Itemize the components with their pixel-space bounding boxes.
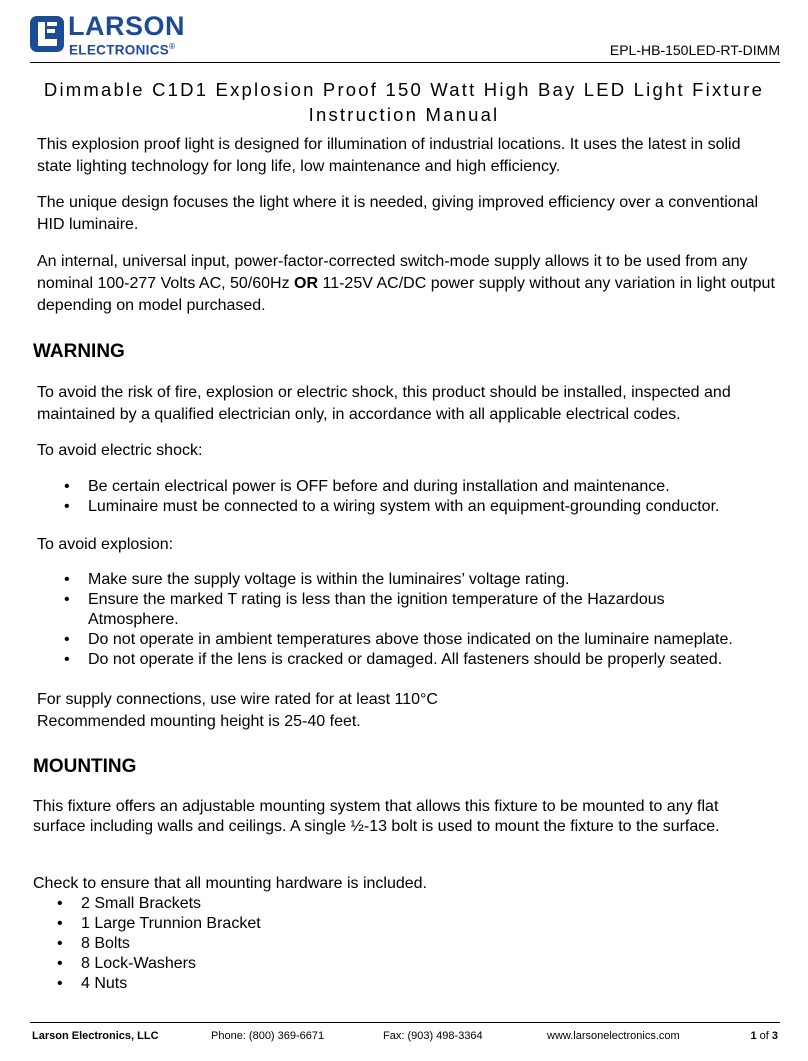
intro-paragraph-3-part-a: An internal, universal input, power-factor-corrected switch-mode supply allows it to be used from any nominal 100-277 Volts AC, 50/60Hz: [37, 253, 748, 292]
logo-wordmark-electronics: [69, 39, 175, 59]
page-separator: of: [756, 1030, 772, 1042]
list-item: [57, 914, 768, 934]
title-line-1: Dimmable C1D1 Explosion Proof 150 Watt High Bay LED Light Fixture: [43, 79, 765, 100]
footer-fax: Fax: (903) 498-3364: [383, 1030, 483, 1042]
bullet-icon: •: [64, 591, 70, 608]
shock-list: [64, 477, 768, 517]
footer-divider: [30, 1022, 780, 1023]
mounting-heading: MOUNTING: [33, 756, 137, 777]
intro-paragraph-2: The unique design focuses the light where it is needed, giving improved efficiency over a conventional HID luminaire.: [37, 194, 759, 233]
registered-mark: ®: [169, 42, 176, 51]
list-item-text: Be certain electrical power is OFF before and during installation and maintenance.: [88, 478, 670, 495]
list-item-text: 1 Large Trunnion Bracket: [81, 915, 261, 932]
list-item-text: Ensure the marked T rating is less than the ignition temperature of the Hazardous Atmosphere.: [88, 591, 665, 628]
bullet-icon: •: [57, 915, 63, 932]
list-item: [64, 497, 768, 517]
hardware-list: [57, 894, 768, 994]
footer-phone: Phone: (800) 369-6671: [211, 1030, 325, 1042]
list-item-text: Luminaire must be connected to a wiring system with an equipment-grounding conductor.: [88, 498, 720, 515]
hardware-check-label: Check to ensure that all mounting hardware is included.: [33, 875, 427, 892]
header-divider: [30, 62, 780, 63]
document-title: [20, 77, 788, 127]
page-current: 1: [750, 1030, 757, 1042]
intro-paragraph-1: This explosion proof light is designed for illumination of industrial locations. It uses the latest in solid state lighting technology for long life, low maintenance and high efficiency.: [37, 136, 741, 175]
bullet-icon: •: [64, 631, 70, 648]
explosion-list: [64, 570, 733, 670]
bullet-icon: •: [64, 478, 70, 495]
larson-logo-mark-icon: [30, 16, 64, 52]
list-item: [64, 650, 723, 670]
list-item: [57, 934, 768, 954]
logo-wordmark-larson: LARSON: [68, 11, 185, 41]
list-item: [64, 590, 708, 630]
page-total: 3: [771, 1030, 778, 1042]
supply-note: For supply connections, use wire rated for at least 110°C: [37, 691, 438, 708]
bullet-icon: •: [64, 571, 70, 588]
list-item: [64, 477, 768, 497]
logo-electronics-text: ELECTRONICS: [69, 42, 170, 58]
bullet-icon: •: [57, 955, 63, 972]
list-item-text: 2 Small Brackets: [81, 895, 202, 912]
list-item: [57, 954, 768, 974]
footer-company: Larson Electronics, LLC: [32, 1030, 159, 1042]
bullet-icon: •: [64, 498, 70, 515]
bullet-icon: •: [57, 935, 63, 952]
list-item-text: Do not operate in ambient temperatures above those indicated on the luminaire nameplate.: [88, 631, 733, 648]
warning-paragraph: To avoid the risk of fire, explosion or electric shock, this product should be installed, inspected and maintained by a qualified electrician only, in accordance with all applicable electrical codes.: [37, 384, 731, 423]
mounting-paragraph: This fixture offers an adjustable mounting system that allows this fixture to be mounted to any flat surface including walls and ceilings. A single ½-13 bolt is used to mount the fixture to the surface.: [33, 798, 720, 835]
document-code: EPL-HB-150LED-RT-DIMM: [609, 42, 780, 58]
list-item: [57, 894, 768, 914]
intro-paragraph-3-bold: OR: [294, 275, 319, 292]
intro-paragraph-3-part-b: 11-25V AC/DC power supply without any variation in light output depending on model purchased.: [37, 275, 775, 314]
shock-label: To avoid electric shock:: [37, 442, 203, 459]
height-note: Recommended mounting height is 25-40 feet.: [37, 713, 361, 730]
bullet-icon: •: [57, 895, 63, 912]
list-item-text: 8 Bolts: [81, 935, 130, 952]
larson-logo: [30, 11, 200, 58]
explosion-label: To avoid explosion:: [37, 536, 174, 553]
footer-page-number: [750, 1029, 778, 1043]
bullet-icon: •: [57, 975, 63, 992]
list-item-text: 8 Lock-Washers: [81, 955, 196, 972]
list-item-text: Make sure the supply voltage is within the luminaires’ voltage rating.: [88, 571, 570, 588]
footer-website[interactable]: www.larsonelectronics.com: [547, 1030, 680, 1042]
list-item-text: 4 Nuts: [81, 975, 128, 992]
list-item-text: Do not operate if the lens is cracked or damaged. All fasteners should be properly seated.: [88, 651, 723, 668]
title-line-2: Instruction Manual: [308, 104, 500, 125]
list-item: [57, 974, 768, 994]
bullet-icon: •: [64, 651, 70, 668]
warning-heading: WARNING: [33, 341, 125, 362]
list-item: [64, 570, 708, 590]
intro-paragraph-3: [37, 251, 780, 317]
list-item: [64, 630, 733, 650]
